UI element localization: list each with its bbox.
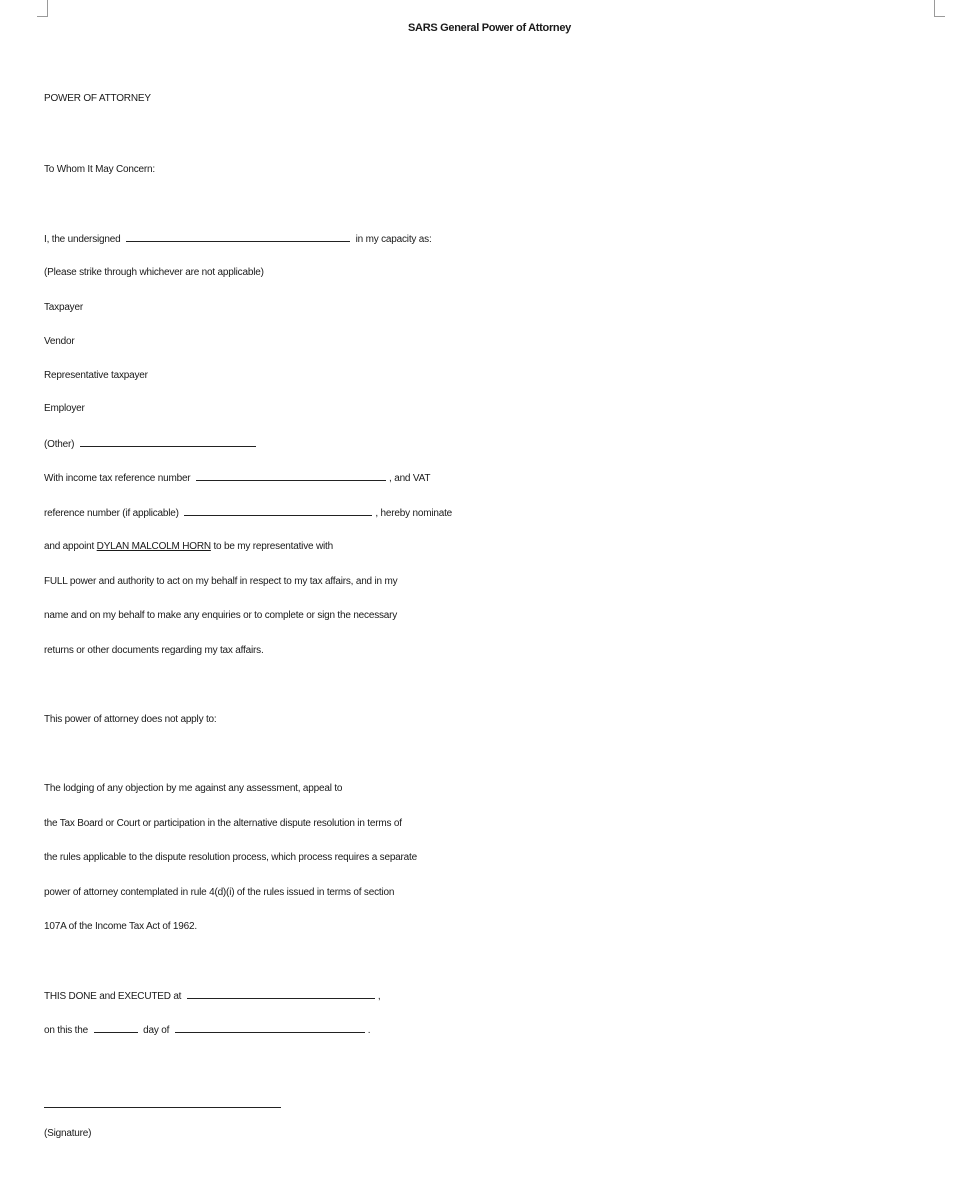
exclusion-line-4: power of attorney contemplated in rule 4(d)(i) of the rules issued in terms of section [44, 887, 395, 898]
undersigned-line [44, 232, 432, 247]
date-suffix: . [367, 1025, 371, 1036]
income-tax-suffix: , and VAT [389, 473, 431, 484]
document-heading: POWER OF ATTORNEY [44, 93, 151, 104]
undersigned-suffix: in my capacity as: [355, 234, 432, 245]
crop-mark-top-right [934, 0, 945, 17]
appointee-name: DYLAN MALCOLM HORN [96, 541, 211, 552]
other-label: (Other) [44, 439, 75, 450]
other-blank [80, 437, 256, 447]
executed-line [44, 989, 380, 1004]
vat-suffix: , hereby nominate [375, 508, 453, 519]
crop-mark-top-left [37, 0, 48, 17]
capacity-employer: Employer [44, 403, 85, 414]
authority-line-1: FULL power and authority to act on my behalf in respect to my tax affairs, and in my [44, 576, 398, 587]
exclusion-line-5: 107A of the Income Tax Act of 1962. [44, 921, 197, 932]
appoint-suffix: to be my representative with [213, 541, 333, 552]
vat-prefix: reference number (if applicable) [44, 508, 179, 519]
strike-note: (Please strike through whichever are not applicable) [44, 267, 264, 278]
header-title: SARS General Power of Attorney [408, 22, 571, 34]
appoint-prefix: and appoint [44, 541, 95, 552]
income-tax-prefix: With income tax reference number [44, 473, 191, 484]
capacity-taxpayer: Taxpayer [44, 302, 83, 313]
vat-blank [184, 506, 372, 516]
income-tax-blank [196, 471, 386, 481]
day-blank [94, 1023, 138, 1033]
exclusion-intro: This power of attorney does not apply to: [44, 714, 217, 725]
capacity-vendor: Vendor [44, 336, 75, 347]
vat-line [44, 506, 452, 521]
appoint-line [44, 540, 333, 554]
undersigned-prefix: I, the undersigned [44, 234, 121, 245]
signature-label: (Signature) [44, 1128, 92, 1139]
authority-line-3: returns or other documents regarding my tax affairs. [44, 645, 264, 656]
executed-suffix: , [377, 991, 381, 1002]
capacity-representative-taxpayer: Representative taxpayer [44, 370, 148, 381]
executed-prefix: THIS DONE and EXECUTED at [44, 991, 182, 1002]
date-middle: day of [143, 1025, 170, 1036]
place-blank [187, 989, 375, 999]
name-blank [126, 232, 350, 242]
date-line [44, 1023, 370, 1038]
exclusion-line-1: The lodging of any objection by me against any assessment, appeal to [44, 783, 343, 794]
exclusion-line-2: the Tax Board or Court or participation in the alternative dispute resolution in terms of [44, 818, 402, 829]
date-prefix: on this the [44, 1025, 88, 1036]
month-blank [175, 1023, 365, 1033]
income-tax-line [44, 471, 430, 486]
authority-line-2: name and on my behalf to make any enquiries or to complete or sign the necessary [44, 610, 398, 621]
signature-line [44, 1107, 281, 1108]
exclusion-line-3: the rules applicable to the dispute resolution process, which process requires a separate [44, 852, 417, 863]
salutation: To Whom It May Concern: [44, 164, 155, 175]
other-line [44, 437, 259, 452]
